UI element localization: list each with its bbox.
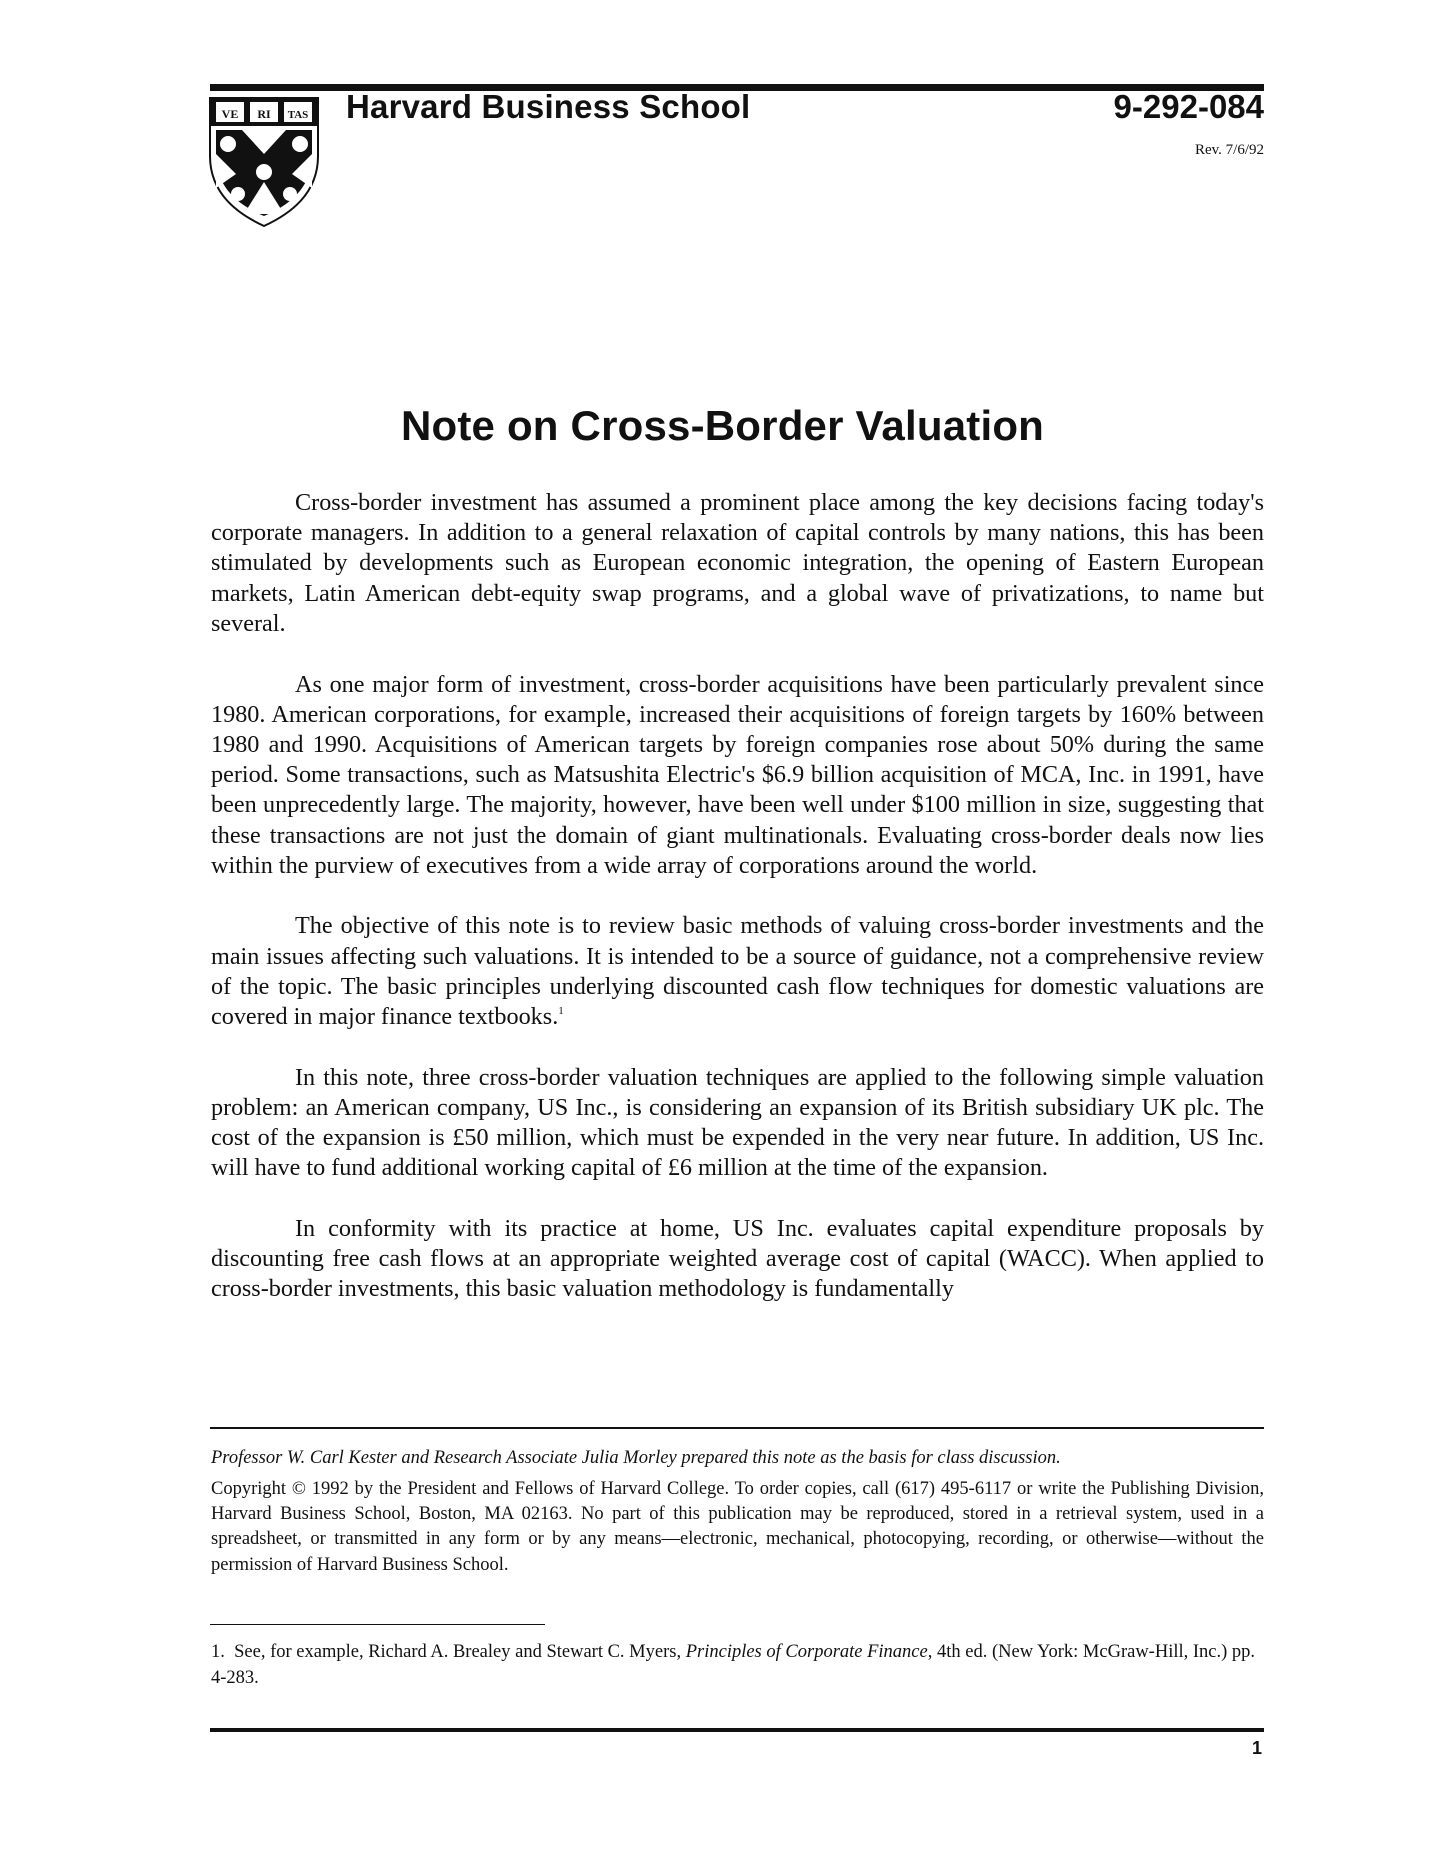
- footer-rule: [210, 1427, 1264, 1429]
- paragraph-2: As one major form of investment, cross-border acquisitions have been particularly prevalent since 1980. American corporations, for example, increased their acquisitions of foreign targets by 160% between 1980 and 1990. Acquisitions of American targets by foreign companies rose about 50% during the same period. Some transactions, such as Matsushita Electric's $6.9 billion acquisition of MCA, Inc. in 1991, have been unprecedently large. The majority, however, have been well under $100 million in size, suggesting that these transactions are not just the domain of giant multinationals. Evaluating cross-border deals now lies within the purview of executives from a wide array of corporations around the world.: [211, 670, 1264, 879]
- paragraph-3-text: The objective of this note is to review basic methods of valuing cross-border investments and the main issues affecting such valuations. It is intended to be a source of guidance, not a comprehensive review of the topic. The basic principles underlying discounted cash flow techniques for domestic valuations are covered in major finance textbooks.: [211, 912, 1264, 1031]
- footnote-book-title: Principles of Corporate Finance: [685, 1642, 928, 1662]
- shield-text-ri: RI: [257, 107, 271, 121]
- shield-text-ve: VE: [221, 107, 239, 121]
- paragraph-5: In conformity with its practice at home, US Inc. evaluates capital expenditure proposals by discounting free cash flows at an appropriate weighted average cost of capital (WACC). When applied to cross-border investments, this basic valuation methodology is fundamentally: [211, 1215, 1264, 1303]
- bottom-rule: [210, 1728, 1264, 1732]
- footnote-ref-1[interactable]: 1: [558, 1005, 564, 1018]
- author-credit: Professor W. Carl Kester and Research Associate Julia Morley prepared this note as the basis for class discussion.: [211, 1448, 1061, 1468]
- revision-date: Rev. 7/6/92: [1194, 142, 1264, 158]
- paragraph-4: In this note, three cross-border valuation techniques are applied to the following simple valuation problem: an American company, US Inc., is considering an expansion of its British subsidiary UK plc. The cost of the expansion is £50 million, which must be expended in the very near future. In addition, US Inc. will have to fund additional working capital of £6 million at the time of the expansion.: [211, 1063, 1264, 1182]
- body-text: [211, 488, 1264, 1335]
- paragraph-1: Cross-border investment has assumed a prominent place among the key decisions facing today's corporate managers. In addition to a general relaxation of capital controls by many nations, this has been stimulated by developments such as European economic integration, the opening of Eastern European markets, Latin American debt-equity swap programs, and a global wave of privatizations, to name but several.: [211, 489, 1264, 637]
- paragraph-3: [211, 911, 1264, 1032]
- page-number: 1: [1251, 1738, 1262, 1758]
- page-title: Note on Cross-Border Valuation: [400, 402, 1045, 449]
- footnote-text-after: , 4th ed. (New York: McGraw-Hill, Inc.) pp. 4-283.: [211, 1642, 1256, 1688]
- shield-text-tas: TAS: [287, 109, 309, 121]
- footnote-1: [211, 1640, 1264, 1691]
- document-number: 9-292-084: [1113, 88, 1264, 125]
- footnote-separator: [210, 1624, 545, 1625]
- copyright-notice: Copyright © 1992 by the President and Fellows of Harvard College. To order copies, call (617) 495-6117 or write the Publishing Division, Harvard Business School, Boston, MA 02163. No part of this publication may be reproduced, stored in a retrieval system, used in a spreadsheet, or transmitted in any form or by any means—electronic, mechanical, photocopying, recording, or otherwise—without the permission of Harvard Business School.: [211, 1479, 1264, 1575]
- harvard-shield-logo: [208, 96, 320, 228]
- footnote-text-before: See, for example, Richard A. Brealey and Stewart C. Myers,: [234, 1642, 686, 1662]
- school-name: Harvard Business School: [346, 88, 751, 125]
- footnote-number: 1.: [211, 1642, 225, 1662]
